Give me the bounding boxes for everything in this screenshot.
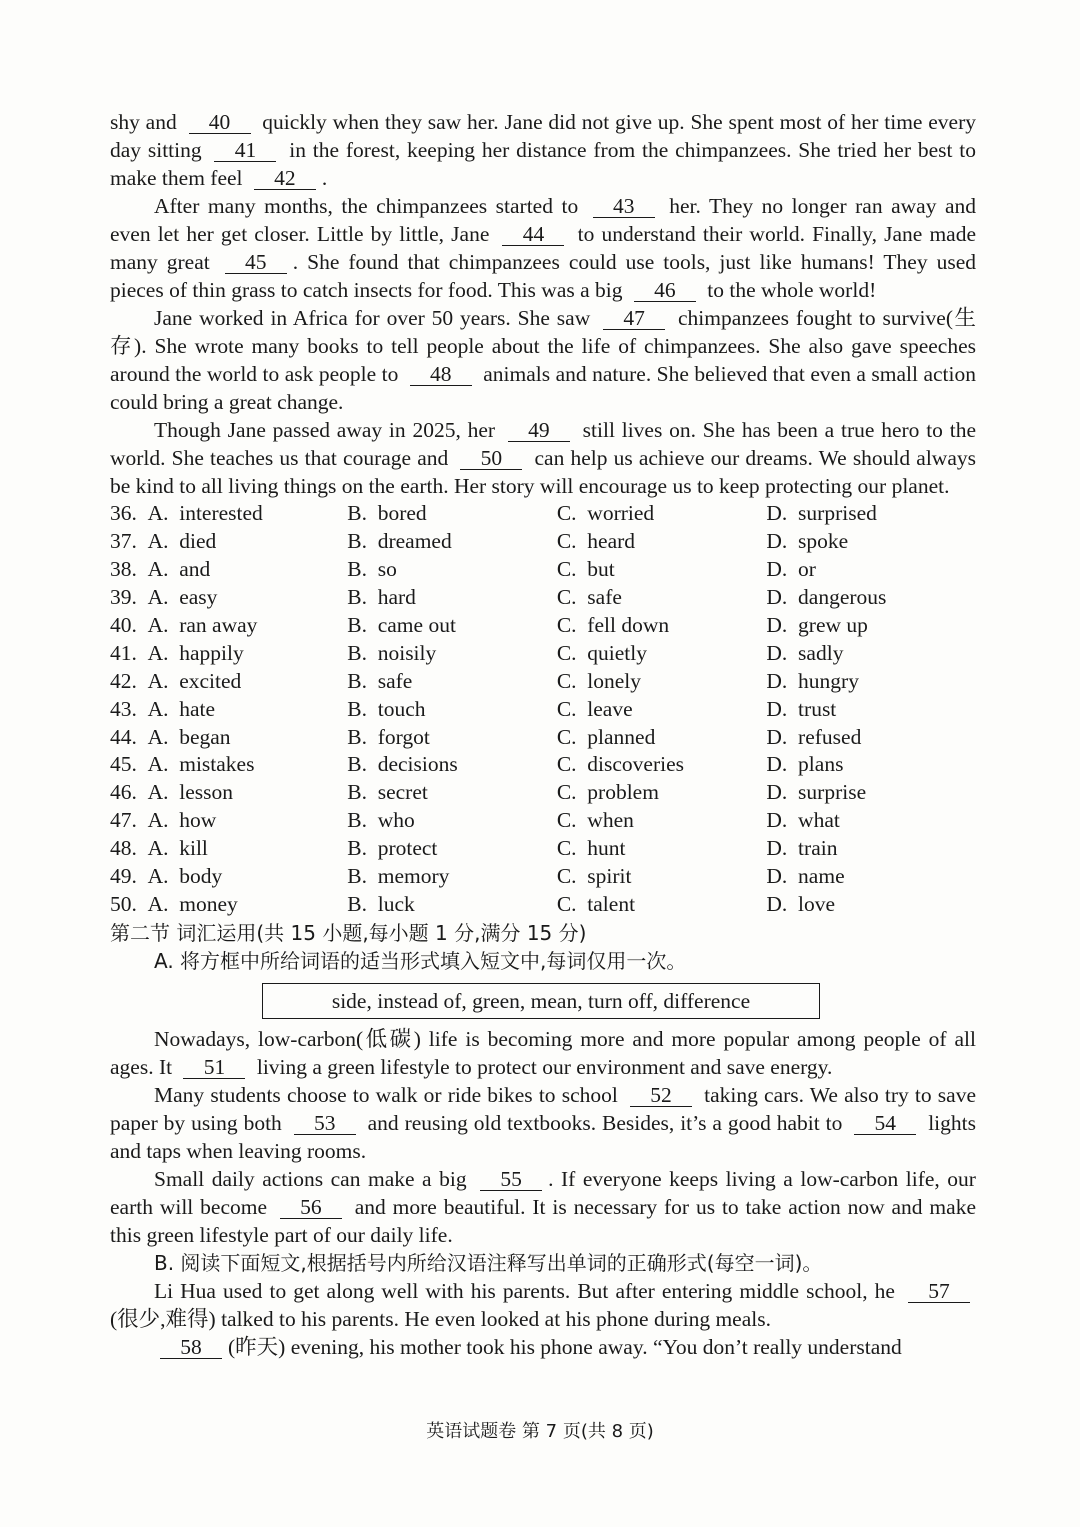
option-b: B. safe <box>347 668 413 693</box>
blank-44: 44 <box>502 223 564 246</box>
option-d: D. surprise <box>766 780 867 805</box>
question-number: 41. <box>110 640 137 665</box>
option-c: C. lonely <box>556 668 642 693</box>
option-row <box>110 807 976 835</box>
option-row <box>110 835 976 863</box>
option-row <box>110 696 976 724</box>
blank-42: 42 <box>254 167 316 190</box>
option-c: C. discoveries <box>556 752 685 777</box>
option-d: D. surprised <box>766 501 877 525</box>
paragraph: 58 (昨天) evening, his mother took his phone away. “You don’t really understand <box>110 1333 976 1361</box>
option-row <box>110 751 976 779</box>
question-number: 42. <box>110 668 137 693</box>
question-number: 49. <box>110 864 137 889</box>
option-d: D. refused <box>766 724 862 749</box>
option-d: D. or <box>766 556 816 581</box>
blank-57: 57 <box>908 1280 970 1303</box>
options-list <box>110 500 976 919</box>
option-d: D. grew up <box>766 612 868 637</box>
part-b-instruction: B. 阅读下面短文,根据括号内所给汉语注释写出单词的正确形式(每空一词)。 <box>154 1251 823 1276</box>
option-c: C. heard <box>556 528 636 553</box>
paragraph: Nowadays, low-carbon(低碳) life is becoming more and more popular among people of all ages. It 51 living a green lifestyle to protect our environment and save energy. <box>110 1027 976 1080</box>
paragraph: shy and 40 quickly when they saw her. Jane did not give up. She spent most of her time every day sitting 41 in the forest, keeping her distance from the chimpanzees. She tried her best to make them feel 42 . <box>110 110 976 190</box>
paragraph: Li Hua used to get along well with his parents. But after entering middle school, he 57(很少,难得) talked to his parents. He even looked at his phone during meals. <box>110 1277 976 1333</box>
option-d: D. sadly <box>766 640 844 665</box>
option-row <box>110 556 976 584</box>
question-number: 36. <box>110 501 137 525</box>
option-c: C. worried <box>556 501 655 525</box>
option-c: C. safe <box>556 584 622 609</box>
option-d: D. what <box>766 808 840 833</box>
option-d: D. love <box>766 892 836 917</box>
option-row <box>110 584 976 612</box>
question-number: 38. <box>110 556 137 581</box>
blank-43: 43 <box>593 195 655 218</box>
option-a: A. ran away <box>147 612 258 637</box>
option-a: A. and <box>147 556 211 581</box>
blank-52: 52 <box>630 1084 692 1107</box>
option-c: C. quietly <box>556 640 648 665</box>
question-number: 47. <box>110 808 137 833</box>
blank-49: 49 <box>508 419 570 442</box>
option-c: C. but <box>556 556 615 581</box>
exam-page <box>110 108 976 1361</box>
option-a: A. began <box>147 724 231 749</box>
option-c: C. leave <box>556 696 633 721</box>
option-b: B. who <box>347 808 415 833</box>
paragraph: Many students choose to walk or ride bikes to school 52 taking cars. We also try to save paper by using both 53 and reusing old textbooks. Besides, it’s a good habit to 54 lights and taps when leaving rooms. <box>110 1083 976 1164</box>
option-d: D. dangerous <box>766 584 887 609</box>
blank-54: 54 <box>854 1112 916 1135</box>
option-b: B. bored <box>347 501 427 525</box>
option-row <box>110 891 976 919</box>
blank-50: 50 <box>460 447 522 470</box>
part-b-passage <box>110 1277 976 1361</box>
option-b: B. touch <box>347 696 426 721</box>
option-row <box>110 863 976 891</box>
blank-51: 51 <box>183 1056 245 1079</box>
option-row <box>110 640 976 668</box>
question-number: 37. <box>110 528 137 553</box>
option-row <box>110 668 976 696</box>
option-c: C. fell down <box>556 612 670 637</box>
paragraph: Small daily actions can make a big 55 . If everyone keeps living a low-carbon life, our earth will become 56 and more beautiful. It is necessary for us to take action now and make this green lifestyle part of our daily life. <box>110 1167 976 1248</box>
blank-46: 46 <box>634 279 696 302</box>
option-c: C. problem <box>556 780 659 805</box>
paragraph: Though Jane passed away in 2025, her 49 still lives on. She has been a true hero to the world. She teaches us that courage and 50 can help us achieve our dreams. We should always be kind to all living things on the earth. Her story will encourage us to keep protecting our planet. <box>110 418 976 498</box>
blank-58: 58 <box>160 1336 222 1359</box>
option-a: A. died <box>147 528 217 553</box>
option-d: D. train <box>766 836 838 861</box>
question-number: 46. <box>110 780 137 805</box>
option-a: A. excited <box>147 668 242 693</box>
option-a: A. mistakes <box>147 752 255 777</box>
option-b: B. so <box>347 556 397 581</box>
paragraph: Jane worked in Africa for over 50 years. She saw 47 chimpanzees fought to survive(生存). She wrote many books to tell people about the life of chimpanzees. She also gave speeches around the world to ask people to 48 animals and nature. She believed that even a small action could bring a great change. <box>110 306 976 414</box>
option-a: A. lesson <box>147 780 233 805</box>
part-a-passage <box>110 1025 976 1249</box>
option-b: B. came out <box>347 612 456 637</box>
option-c: C. hunt <box>556 836 626 861</box>
option-b: B. dreamed <box>347 528 452 553</box>
blank-56: 56 <box>280 1196 342 1219</box>
option-d: D. hungry <box>766 668 859 693</box>
option-d: D. spoke <box>766 528 849 553</box>
question-number: 43. <box>110 696 137 721</box>
option-row <box>110 724 976 752</box>
option-row <box>110 779 976 807</box>
option-c: C. planned <box>556 724 656 749</box>
question-number: 44. <box>110 724 137 749</box>
option-d: D. trust <box>766 696 837 721</box>
option-d: D. name <box>766 864 845 889</box>
option-a: A. body <box>147 864 223 889</box>
option-a: A. money <box>147 892 238 917</box>
blank-47: 47 <box>603 307 665 330</box>
option-a: A. easy <box>147 584 218 609</box>
option-b: B. secret <box>347 780 428 805</box>
page-footer: 英语试题卷 第 7 页(共 8 页) <box>426 1421 654 1442</box>
paragraph: After many months, the chimpanzees started to 43 her. They no longer ran away and even let her get closer. Little by little, Jane 44 to understand their world. Finally, Jane made many great 45 . She found that chimpanzees could use tools, just like humans! They used pieces of thin grass to catch insects for food. This was a big 46 to the whole world! <box>110 194 976 302</box>
word-box: side, instead of, green, mean, turn off, difference <box>262 983 820 1019</box>
option-row <box>110 500 976 528</box>
question-number: 48. <box>110 836 137 861</box>
option-c: C. talent <box>556 892 636 917</box>
option-a: A. happily <box>147 640 244 665</box>
question-number: 40. <box>110 612 137 637</box>
option-row <box>110 612 976 640</box>
option-a: A. hate <box>147 696 216 721</box>
option-b: B. noisily <box>347 640 437 665</box>
option-b: B. protect <box>347 836 438 861</box>
blank-55: 55 <box>480 1168 542 1191</box>
option-a: A. interested <box>147 501 263 525</box>
option-a: A. kill <box>147 836 208 861</box>
option-b: B. forgot <box>347 724 430 749</box>
blank-45: 45 <box>225 251 287 274</box>
blank-40: 40 <box>189 111 251 134</box>
option-row <box>110 528 976 556</box>
blank-41: 41 <box>214 139 276 162</box>
option-b: B. luck <box>347 892 415 917</box>
question-number: 39. <box>110 584 137 609</box>
option-c: C. spirit <box>556 864 632 889</box>
question-number: 50. <box>110 892 137 917</box>
option-c: C. when <box>556 808 634 833</box>
option-a: A. how <box>147 808 217 833</box>
option-b: B. hard <box>347 584 416 609</box>
section-title: 第二节 词汇运用(共 15 小题,每小题 1 分,满分 15 分) <box>110 921 587 946</box>
cloze-passage <box>110 108 976 500</box>
blank-48: 48 <box>410 363 472 386</box>
option-b: B. memory <box>347 864 450 889</box>
blank-53: 53 <box>294 1112 356 1135</box>
question-number: 45. <box>110 752 137 777</box>
option-b: B. decisions <box>347 752 458 777</box>
option-d: D. plans <box>766 752 844 777</box>
part-a-instruction: A. 将方框中所给词语的适当形式填入短文中,每词仅用一次。 <box>154 949 687 974</box>
